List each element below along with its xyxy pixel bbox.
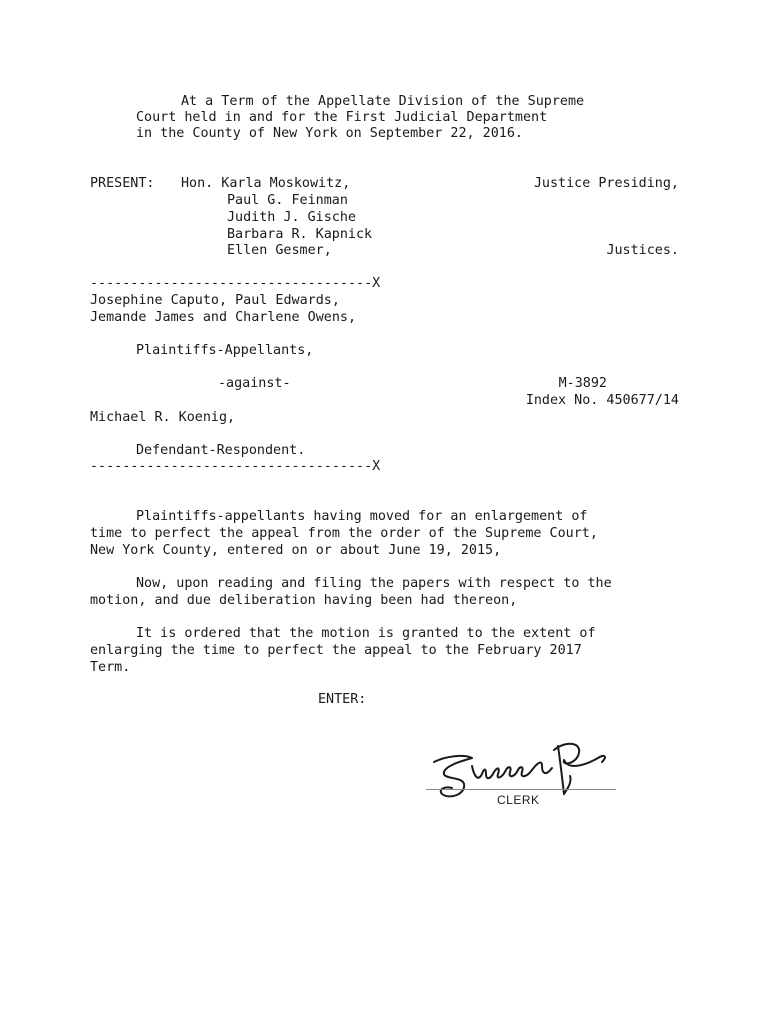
paragraph-1-line-3: New York County, entered on or about June 19, 2015, — [90, 543, 502, 558]
paragraph-1-line-1: Plaintiffs-appellants having moved for an enlargement of — [136, 509, 588, 524]
justice-presiding-title: Justice Presiding, — [533, 176, 679, 191]
paragraph-3-line-1: It is ordered that the motion is granted to the extent of — [136, 626, 596, 641]
paragraph-2-line-1: Now, upon reading and filing the papers with respect to the — [136, 576, 612, 591]
heading-line-2: Court held in and for the First Judicial Department — [136, 110, 548, 125]
defendant-role: Defendant-Respondent. — [136, 443, 306, 458]
against-label: -against- — [218, 376, 291, 391]
justice-name: Paul G. Feinman — [227, 193, 348, 208]
enter-label: ENTER: — [318, 692, 367, 707]
justice-presiding-name: Hon. Karla Moskowitz, — [181, 176, 351, 191]
paragraph-1-line-2: time to perfect the appeal from the order of the Supreme Court, — [90, 526, 598, 541]
index-number: Index No. 450677/14 — [525, 393, 679, 408]
paragraph-3-line-2: enlarging the time to perfect the appeal to the February 2017 — [90, 643, 582, 658]
plaintiffs-names-line-1: Josephine Caputo, Paul Edwards, — [90, 293, 340, 308]
justices-title: Justices. — [606, 243, 679, 258]
plaintiffs-role: Plaintiffs-Appellants, — [136, 343, 314, 358]
signature-line — [426, 789, 616, 790]
paragraph-3-line-3: Term. — [90, 660, 131, 675]
clerk-title: CLERK — [497, 793, 540, 807]
plaintiffs-names-line-2: Jemande James and Charlene Owens, — [90, 310, 357, 325]
paragraph-2-line-2: motion, and due deliberation having been had thereon, — [90, 593, 518, 608]
caption-rule-top: -----------------------------------X — [90, 276, 381, 291]
justice-name: Judith J. Gische — [227, 210, 356, 225]
caption-rule-bottom: -----------------------------------X — [90, 459, 381, 474]
justice-name: Ellen Gesmer, — [227, 243, 332, 258]
present-label: PRESENT: — [90, 176, 155, 191]
heading-line-1: At a Term of the Appellate Division of the Supreme — [181, 94, 585, 109]
heading-line-3: in the County of New York on September 22, 2016. — [136, 126, 523, 141]
defendant-name: Michael R. Koenig, — [90, 410, 236, 425]
justice-name: Barbara R. Kapnick — [227, 227, 373, 242]
motion-number: M-3892 — [558, 376, 607, 391]
